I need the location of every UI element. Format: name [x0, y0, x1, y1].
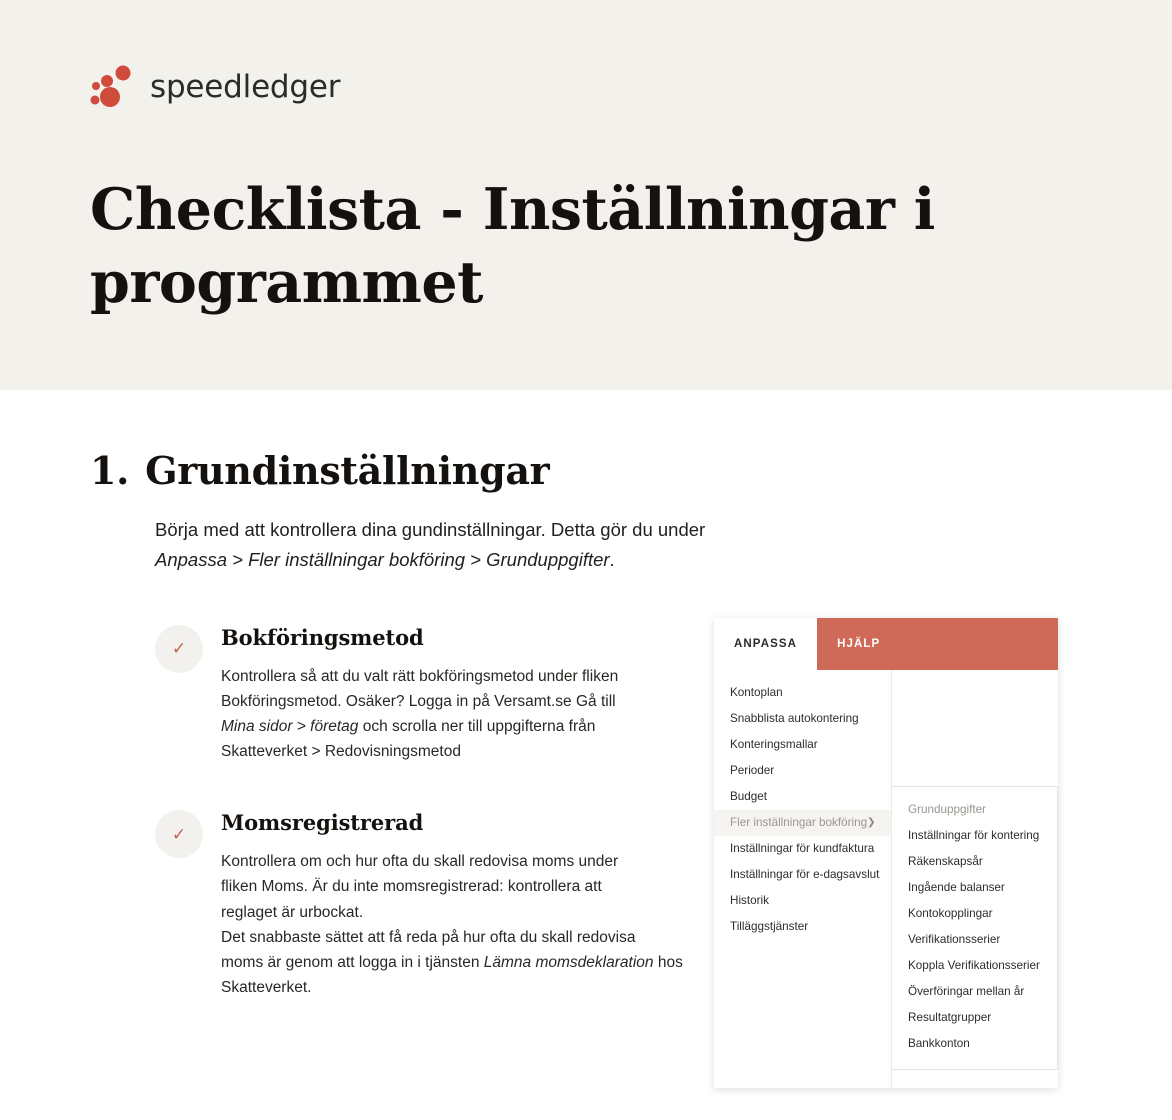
menu-column [714, 670, 892, 1088]
menu-body [714, 670, 1058, 1088]
checklist-item-title: Momsregistrerad [221, 810, 424, 836]
menu-item-label: Kontoplan [730, 686, 783, 700]
section-intro [155, 515, 915, 575]
body-line-3: och scrolla ner till uppgifterna från [358, 718, 596, 736]
menu-item-installningar-for-e-dagsavslut[interactable] [714, 862, 891, 888]
menu-item-label: Fler inställningar bokföring [730, 816, 868, 830]
checklist-item-title: Bokföringsmetod [221, 624, 424, 650]
submenu-column [892, 670, 1058, 1088]
body-line-4: Skatteverket > Redovisningsmetod [221, 743, 461, 761]
section-heading [90, 448, 1082, 493]
submenu-item-ingaende-balanser[interactable]: Ingående balanser [908, 881, 1005, 895]
tab-hjalp[interactable]: HJÄLP [817, 618, 1058, 670]
submenu-panel [892, 786, 1058, 1070]
submenu-item-rakenskapsar[interactable]: Räkenskapsår [908, 855, 983, 869]
check-icon: ✓ [155, 810, 203, 858]
menu-item-label: Historik [730, 894, 769, 908]
speedledger-dots-logo [90, 64, 138, 110]
menu-item-label: Inställningar för kundfaktura [730, 842, 875, 856]
menu-item-historik[interactable] [714, 888, 891, 914]
chevron-right-icon: ❯ [867, 817, 876, 829]
menu-item-fler-installningar-bokforing[interactable] [714, 810, 891, 836]
tab-anpassa[interactable]: ANPASSA [714, 618, 817, 670]
body-line-1: Kontrollera så att du valt rätt bokföringsmetod under fliken [221, 667, 619, 685]
section-grundinstallningar [0, 390, 1172, 1088]
submenu-item-bankkonton[interactable]: Bankkonton [908, 1037, 970, 1051]
body-line-2: Bokföringsmetod. Osäker? Logga in på Versamt.se Gå till [221, 693, 616, 711]
menu-item-label: Konteringsmallar [730, 738, 818, 752]
submenu-item-koppla-verifikationsserier[interactable]: Koppla Verifikationsserier [908, 959, 1040, 973]
list-item [155, 623, 690, 764]
body-line-2: fliken Moms. Är du inte momsregistrerad: kontrollera att [221, 878, 602, 896]
menu-item-label: Inställningar för e-dagsavslut [730, 868, 880, 882]
section-intro-path: Anpassa > Fler inställningar bokföring > Grunduppgifter [155, 548, 610, 570]
submenu-item-installningar-for-kontering[interactable]: Inställningar för kontering [908, 829, 1040, 843]
menu-item-snabblista-autokontering[interactable] [714, 706, 891, 732]
body-line-4: Det snabbaste sättet att få reda på hur ofta du skall redovisa [221, 928, 636, 946]
body-line-1: Kontrollera om och hur ofta du skall redovisa moms under [221, 853, 619, 871]
brand-logo [90, 58, 1082, 116]
brand-name: speedledger [150, 69, 341, 105]
check-icon: ✓ [155, 625, 203, 673]
app-menu-screenshot [714, 618, 1058, 1088]
menu-item-label: Budget [730, 790, 768, 804]
section-body [90, 623, 1082, 1088]
body-line-3: reglaget är urbockat. [221, 903, 364, 921]
section-title: Grundinställningar [145, 448, 550, 493]
section-number: 1. [90, 448, 130, 493]
menu-item-label: Tilläggstjänster [730, 920, 809, 934]
checklist [90, 623, 690, 1044]
submenu-item-verifikationsserier[interactable]: Verifikationsserier [908, 933, 1001, 947]
checklist-item-content [221, 808, 690, 1000]
menu-item-konteringsmallar[interactable] [714, 732, 891, 758]
submenu-item-resultatgrupper[interactable]: Resultatgrupper [908, 1011, 992, 1025]
section-intro-end: . [609, 548, 615, 570]
menu-item-kontoplan[interactable] [714, 680, 891, 706]
menu-item-perioder[interactable] [714, 758, 891, 784]
submenu-item-overforingar-mellan-ar[interactable]: Överföringar mellan år [908, 985, 1025, 999]
menu-item-label: Perioder [730, 764, 775, 778]
body-emphasis: Lämna momsdeklaration [483, 953, 654, 971]
menu-item-tillaggstjanster[interactable] [714, 914, 891, 940]
body-line-5: moms är genom att logga in i tjänsten [221, 953, 484, 971]
body-line-6: hos Skatteverket. [221, 953, 683, 996]
checklist-item-body [221, 664, 690, 764]
menu-item-budget[interactable] [714, 784, 891, 810]
section-intro-line1: Börja med att kontrollera dina gundinställningar. Detta gör du under [155, 519, 706, 540]
menu-item-label: Snabblista autokontering [730, 712, 859, 726]
submenu-item-grunduppgifter[interactable]: Grunduppgifter [908, 803, 986, 817]
menu-item-installningar-for-kundfaktura[interactable] [714, 836, 891, 862]
body-emphasis: Mina sidor > företag [221, 718, 359, 736]
menu-tabs [714, 618, 1058, 670]
header-band [0, 0, 1172, 390]
submenu-item-kontokopplingar[interactable]: Kontokopplingar [908, 907, 993, 921]
checklist-item-body [221, 849, 690, 1000]
checklist-item-content [221, 623, 690, 764]
list-item [155, 808, 690, 1000]
page-title: Checklista - Inställningar i programmet [90, 176, 935, 316]
